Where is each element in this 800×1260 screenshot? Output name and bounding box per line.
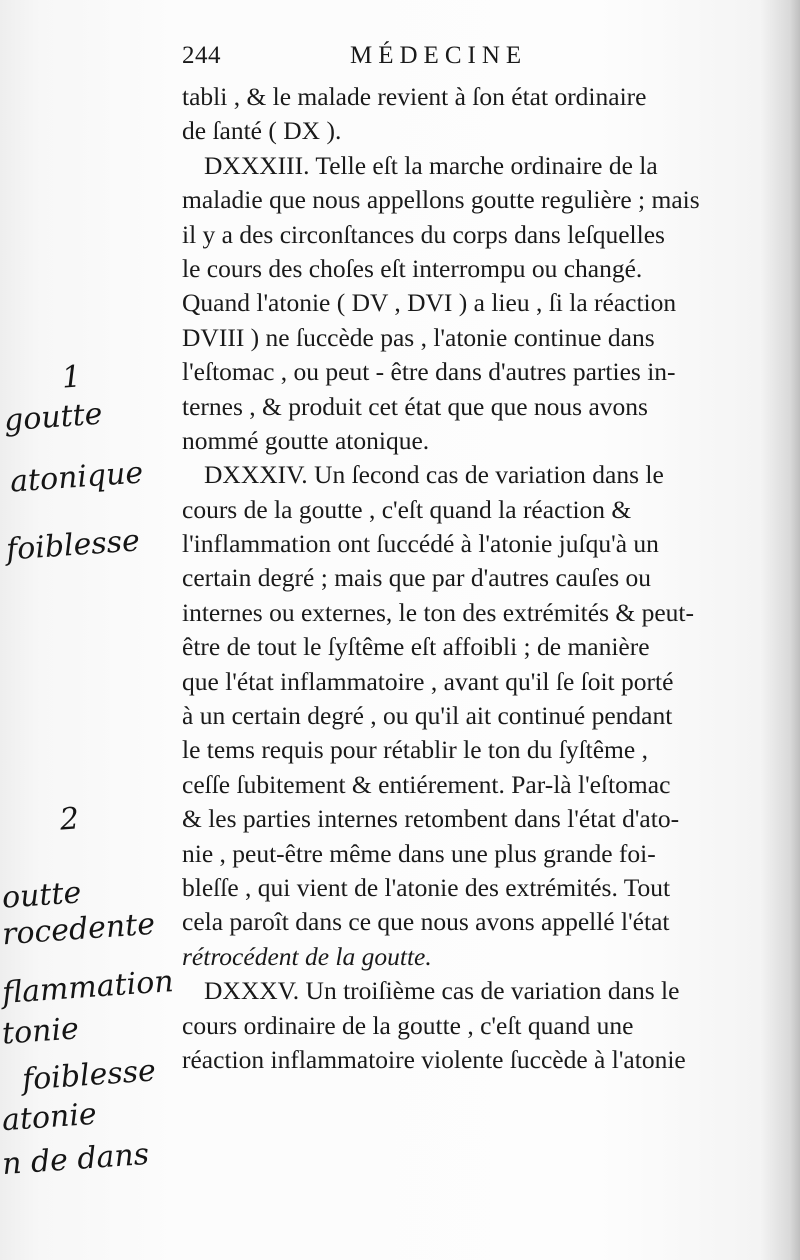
text-line: nommé goutte atonique. (182, 425, 430, 455)
text-line: le tems requis pour rétablir le ton du ſyſtême , (182, 735, 648, 765)
paragraph-dxxxv-first-line: DXXXV. Un troiſième cas de variation dans le (204, 976, 680, 1006)
text-line: cours ordinaire de la goutte , c'eſt quand une (182, 1010, 634, 1040)
text-line: tabli , & le malade revient à ſon état ordinaire (182, 82, 647, 111)
margin-note-de-dans: n de dans (0, 1136, 151, 1183)
text-line: cela paroît dans ce que nous avons appellé l'état (182, 907, 670, 937)
page-number: 244 (182, 42, 221, 69)
text-line: réaction inflammatoire violente ſuccède à l'atonie (182, 1044, 686, 1074)
text-line: être de tout le ſyſtême eſt affoibli ; de manière (182, 632, 650, 662)
text-line: que l'état inflammatoire , avant qu'il ſe ſoit porté (182, 666, 674, 696)
margin-note-inflammation: flammation (0, 964, 175, 1011)
text-line: l'eſtomac , ou peut - être dans d'autres parties in- (182, 357, 676, 387)
text-line: l'inflammation ont ſuccédé à l'atonie juſqu'à un (182, 529, 659, 559)
text-line: certain degré ; mais que par d'autres cauſes ou (182, 563, 652, 593)
text-line: maladie que nous appellons goutte regulière ; mais (182, 185, 700, 215)
running-head: MÉDECINE (350, 42, 528, 69)
margin-note-goutte-2: outte (0, 875, 83, 916)
text-line: nie , peut-être même dans une plus grande foi- (182, 838, 656, 868)
text-line: le cours des choſes eſt interrompu ou changé. (182, 253, 643, 283)
body-text (182, 80, 738, 1077)
text-line-italic: rétrocédent de la goutte. (182, 941, 432, 971)
margin-note-retrocedente: rocedente (0, 906, 157, 953)
margin-note-number-2: 2 (58, 801, 81, 838)
text-line: DVIII ) ne ſuccède pas , l'atonie continue dans (182, 322, 655, 352)
text-line: ceſſe ſubitement & entiérement. Par-là l'eſtomac (182, 769, 671, 799)
margin-note-foiblesse: foiblesse (4, 523, 141, 568)
paragraph-dxxxiv-first-line: DXXXIV. Un ſecond cas de variation dans le (204, 460, 664, 490)
text-line: internes ou externes, le ton des extrémités & peut- (182, 597, 694, 627)
text-line: & les parties internes retombent dans l'état d'ato- (182, 804, 680, 834)
text-line: Quand l'atonie ( DV , DVI ) a lieu , ſi la réaction (182, 288, 677, 318)
page-header (182, 42, 742, 78)
handwritten-margin-notes (0, 360, 175, 1260)
margin-note-atonie: tonie (0, 1011, 80, 1052)
text-line: bleſſe , qui vient de l'atonie des extrémités. Tout (182, 872, 671, 902)
margin-note-foiblesse-2: foiblesse (20, 1053, 157, 1098)
text-line: à un certain degré , ou qu'il ait continué pendant (182, 701, 673, 731)
text-line: cours de la goutte , c'eſt quand la réaction & (182, 494, 632, 524)
text-line: il y a des circonſtances du corps dans leſquelles (182, 219, 665, 249)
text-line: de ſanté ( DX ). (182, 116, 342, 146)
margin-note-number-1: 1 (60, 359, 83, 396)
margin-note-goutte: goutte (2, 396, 104, 439)
paragraph-dxxxiii-first-line: DXXXIII. Telle eſt la marche ordinaire de la (204, 150, 658, 180)
margin-note-atonie-2: atonie (0, 1096, 98, 1139)
margin-note-atonique: atonique (8, 455, 145, 500)
text-line: ternes , & produit cet état que que nous avons (182, 391, 648, 421)
